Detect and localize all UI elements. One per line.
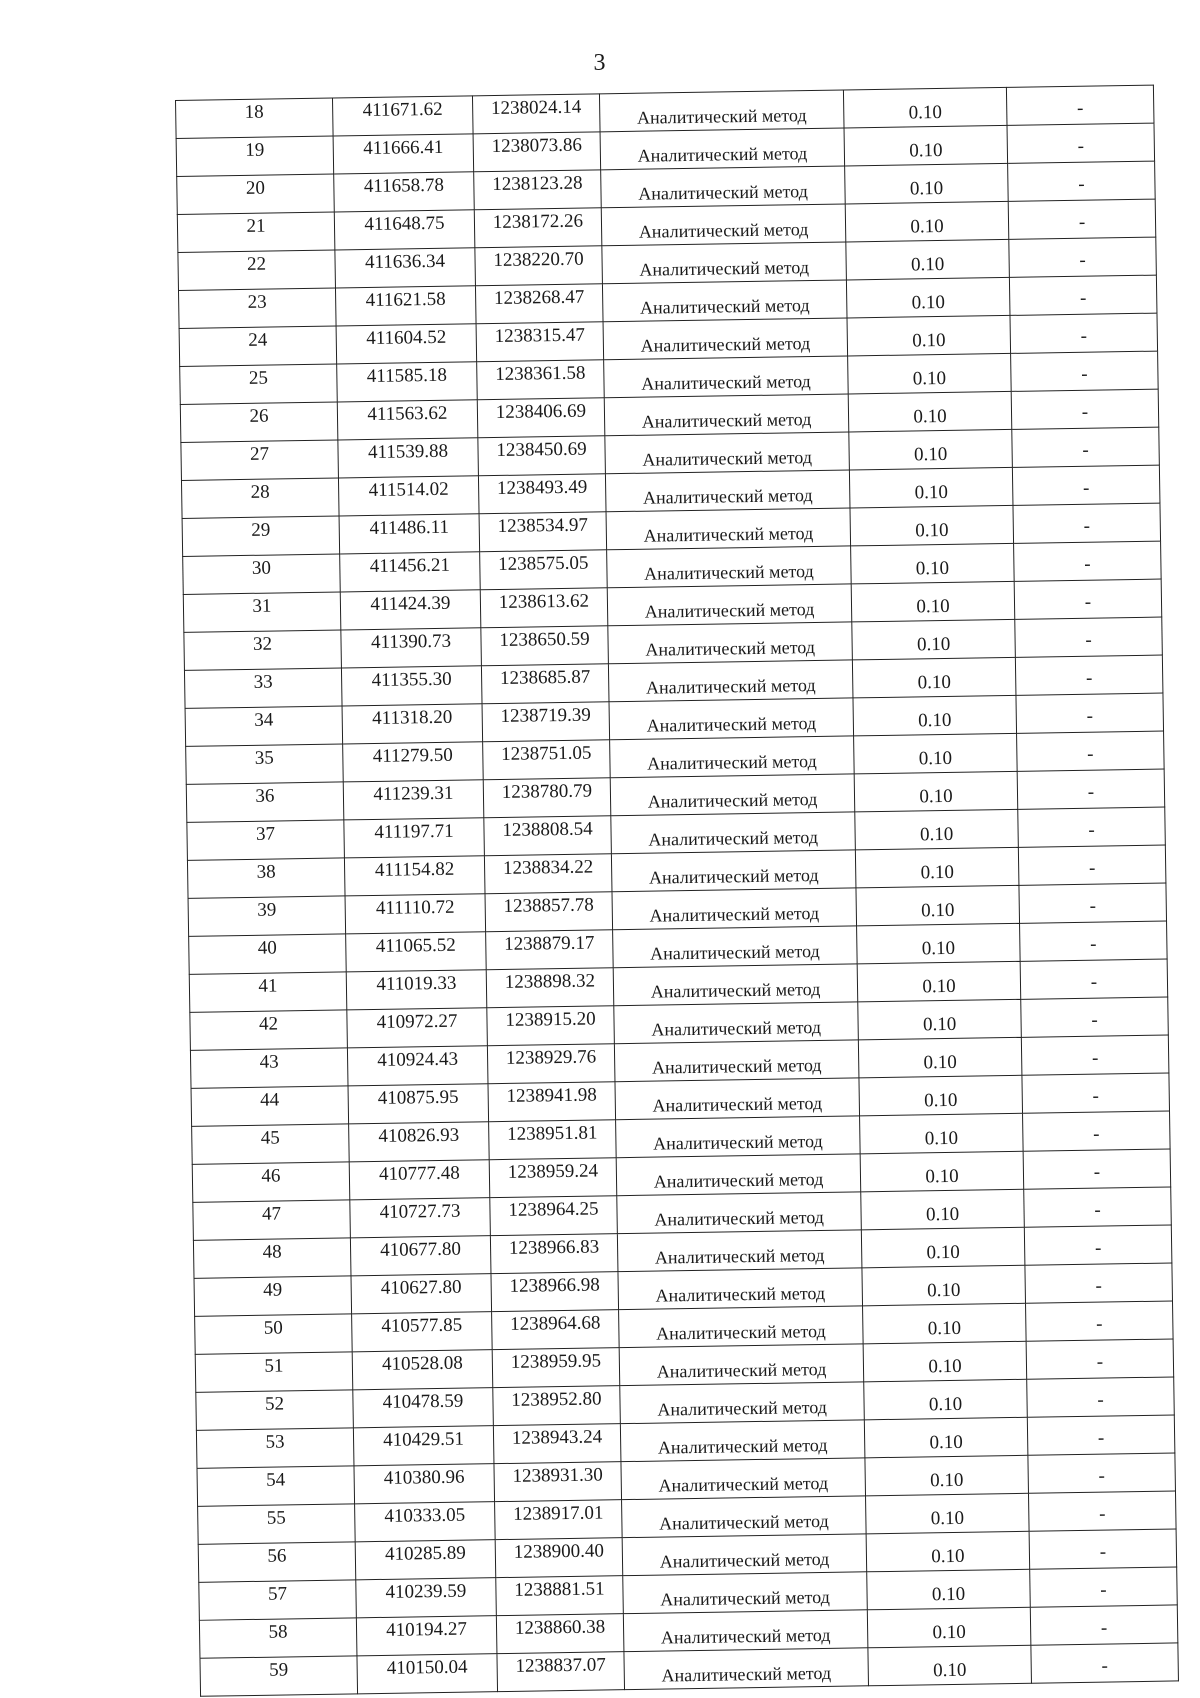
- method-cell: Аналитический метод: [611, 812, 856, 854]
- x-coordinate-cell: 411585.18: [337, 362, 478, 402]
- accuracy-cell: 0.10: [846, 277, 1010, 318]
- coordinates-table-body: [176, 85, 1179, 1696]
- point-number-cell: 51: [195, 1352, 353, 1392]
- y-coordinate-cell: 1238450.69: [478, 436, 606, 476]
- x-coordinate-cell: 411604.52: [336, 324, 477, 364]
- x-coordinate-cell: 410677.80: [350, 1236, 491, 1276]
- x-coordinate-cell: 410429.51: [353, 1426, 494, 1466]
- accuracy-cell: 0.10: [866, 1531, 1030, 1572]
- note-cell: -: [1022, 1073, 1170, 1113]
- method-cell: Аналитический метод: [620, 1420, 865, 1462]
- y-coordinate-cell: 1238959.24: [489, 1158, 617, 1198]
- point-number-cell: 22: [178, 250, 336, 290]
- method-cell: Аналитический метод: [607, 546, 852, 588]
- x-coordinate-cell: 411658.78: [334, 172, 475, 212]
- coordinates-table: [175, 85, 1179, 1697]
- note-cell: -: [1024, 1225, 1172, 1265]
- accuracy-cell: 0.10: [854, 733, 1018, 774]
- note-cell: -: [1019, 883, 1167, 923]
- method-cell: Аналитический метод: [602, 242, 847, 284]
- y-coordinate-cell: 1238959.95: [492, 1348, 620, 1388]
- note-cell: -: [1008, 199, 1156, 239]
- accuracy-cell: 0.10: [867, 1569, 1031, 1610]
- note-cell: -: [1030, 1567, 1178, 1607]
- method-cell: Аналитический метод: [608, 660, 853, 702]
- method-cell: Аналитический метод: [622, 1496, 867, 1538]
- accuracy-cell: 0.10: [852, 657, 1016, 698]
- method-cell: Аналитический метод: [619, 1306, 864, 1348]
- method-cell: Аналитический метод: [605, 470, 850, 512]
- x-coordinate-cell: 410333.05: [355, 1502, 496, 1542]
- point-number-cell: 26: [180, 402, 338, 442]
- point-number-cell: 58: [199, 1618, 357, 1658]
- method-cell: Аналитический метод: [616, 1154, 861, 1196]
- method-cell: Аналитический метод: [600, 128, 845, 170]
- point-number-cell: 36: [186, 782, 344, 822]
- y-coordinate-cell: 1238951.81: [489, 1120, 617, 1160]
- note-cell: -: [1030, 1605, 1178, 1645]
- accuracy-cell: 0.10: [844, 125, 1008, 166]
- point-number-cell: 23: [178, 288, 336, 328]
- point-number-cell: 33: [184, 668, 342, 708]
- x-coordinate-cell: 410150.04: [357, 1654, 498, 1694]
- note-cell: -: [1006, 85, 1154, 125]
- x-coordinate-cell: 411671.62: [332, 96, 473, 136]
- accuracy-cell: 0.10: [855, 809, 1019, 850]
- method-cell: Аналитический метод: [602, 280, 847, 322]
- y-coordinate-cell: 1238780.79: [483, 778, 611, 818]
- point-number-cell: 57: [199, 1580, 357, 1620]
- method-cell: Аналитический метод: [611, 850, 856, 892]
- method-cell: Аналитический метод: [608, 622, 853, 664]
- accuracy-cell: 0.10: [864, 1417, 1028, 1458]
- point-number-cell: 34: [185, 706, 343, 746]
- accuracy-cell: 0.10: [863, 1341, 1027, 1382]
- point-number-cell: 41: [189, 972, 347, 1012]
- y-coordinate-cell: 1238834.22: [484, 854, 612, 894]
- x-coordinate-cell: 411065.52: [346, 932, 487, 972]
- point-number-cell: 43: [190, 1048, 348, 1088]
- method-cell: Аналитический метод: [616, 1116, 861, 1158]
- point-number-cell: 31: [183, 592, 341, 632]
- method-cell: Аналитический метод: [615, 1078, 860, 1120]
- method-cell: Аналитический метод: [617, 1192, 862, 1234]
- point-number-cell: 27: [181, 440, 339, 480]
- x-coordinate-cell: 410528.08: [352, 1350, 493, 1390]
- point-number-cell: 45: [192, 1124, 350, 1164]
- y-coordinate-cell: 1238024.14: [472, 94, 600, 134]
- y-coordinate-cell: 1238685.87: [481, 664, 609, 704]
- note-cell: -: [1020, 959, 1168, 999]
- y-coordinate-cell: 1238966.98: [491, 1272, 619, 1312]
- note-cell: -: [1012, 465, 1160, 505]
- point-number-cell: 35: [186, 744, 344, 784]
- point-number-cell: 56: [198, 1542, 356, 1582]
- method-cell: Аналитический метод: [621, 1458, 866, 1500]
- y-coordinate-cell: 1238575.05: [480, 550, 608, 590]
- accuracy-cell: 0.10: [861, 1189, 1025, 1230]
- point-number-cell: 32: [184, 630, 342, 670]
- y-coordinate-cell: 1238929.76: [487, 1044, 615, 1084]
- point-number-cell: 29: [182, 516, 340, 556]
- x-coordinate-cell: 411110.72: [345, 894, 486, 934]
- point-number-cell: 55: [198, 1504, 356, 1544]
- method-cell: Аналитический метод: [601, 166, 846, 208]
- x-coordinate-cell: 411666.41: [333, 134, 474, 174]
- note-cell: -: [1015, 617, 1163, 657]
- method-cell: Аналитический метод: [623, 1572, 868, 1614]
- point-number-cell: 42: [190, 1010, 348, 1050]
- accuracy-cell: 0.10: [854, 771, 1018, 812]
- y-coordinate-cell: 1238964.68: [492, 1310, 620, 1350]
- method-cell: Аналитический метод: [613, 964, 858, 1006]
- method-cell: Аналитический метод: [622, 1534, 867, 1576]
- note-cell: -: [1009, 275, 1157, 315]
- note-cell: -: [1027, 1377, 1175, 1417]
- y-coordinate-cell: 1238915.20: [487, 1006, 615, 1046]
- point-number-cell: 59: [200, 1656, 358, 1696]
- note-cell: -: [1021, 997, 1169, 1037]
- method-cell: Аналитический метод: [605, 432, 850, 474]
- point-number-cell: 39: [188, 896, 346, 936]
- y-coordinate-cell: 1238857.78: [485, 892, 613, 932]
- method-cell: Аналитический метод: [623, 1610, 868, 1652]
- point-number-cell: 49: [194, 1276, 352, 1316]
- y-coordinate-cell: 1238172.26: [474, 208, 602, 248]
- x-coordinate-cell: 410875.95: [348, 1084, 489, 1124]
- y-coordinate-cell: 1238613.62: [480, 588, 608, 628]
- method-cell: Аналитический метод: [604, 394, 849, 436]
- y-coordinate-cell: 1238751.05: [483, 740, 611, 780]
- point-number-cell: 21: [177, 212, 335, 252]
- accuracy-cell: 0.10: [861, 1227, 1025, 1268]
- accuracy-cell: 0.10: [858, 999, 1022, 1040]
- y-coordinate-cell: 1238493.49: [478, 474, 606, 514]
- y-coordinate-cell: 1238406.69: [477, 398, 605, 438]
- x-coordinate-cell: 411197.71: [344, 818, 485, 858]
- point-number-cell: 30: [183, 554, 341, 594]
- note-cell: -: [1028, 1491, 1176, 1531]
- note-cell: -: [1018, 845, 1166, 885]
- x-coordinate-cell: 411390.73: [341, 628, 482, 668]
- x-coordinate-cell: 411355.30: [341, 666, 482, 706]
- x-coordinate-cell: 411318.20: [342, 704, 483, 744]
- note-cell: -: [1009, 237, 1157, 277]
- accuracy-cell: 0.10: [867, 1607, 1031, 1648]
- x-coordinate-cell: 410577.85: [352, 1312, 493, 1352]
- x-coordinate-cell: 410826.93: [349, 1122, 490, 1162]
- x-coordinate-cell: 410777.48: [349, 1160, 490, 1200]
- point-number-cell: 37: [187, 820, 345, 860]
- x-coordinate-cell: 410194.27: [356, 1616, 497, 1656]
- y-coordinate-cell: 1238952.80: [493, 1386, 621, 1426]
- point-number-cell: 54: [197, 1466, 355, 1506]
- note-cell: -: [1024, 1187, 1172, 1227]
- note-cell: -: [1010, 313, 1158, 353]
- accuracy-cell: 0.10: [866, 1493, 1030, 1534]
- point-number-cell: 46: [192, 1162, 350, 1202]
- note-cell: -: [1017, 731, 1165, 771]
- accuracy-cell: 0.10: [860, 1113, 1024, 1154]
- point-number-cell: 18: [176, 98, 334, 138]
- y-coordinate-cell: 1238123.28: [474, 170, 602, 210]
- note-cell: -: [1008, 161, 1156, 201]
- x-coordinate-cell: 411279.50: [343, 742, 484, 782]
- method-cell: Аналитический метод: [617, 1230, 862, 1272]
- y-coordinate-cell: 1238943.24: [493, 1424, 621, 1464]
- x-coordinate-cell: 410478.59: [353, 1388, 494, 1428]
- x-coordinate-cell: 411019.33: [346, 970, 487, 1010]
- accuracy-cell: 0.10: [849, 467, 1013, 508]
- accuracy-cell: 0.10: [858, 1037, 1022, 1078]
- x-coordinate-cell: 410924.43: [347, 1046, 488, 1086]
- method-cell: Аналитический метод: [601, 204, 846, 246]
- method-cell: Аналитический метод: [612, 888, 857, 930]
- y-coordinate-cell: 1238315.47: [476, 322, 604, 362]
- page-number: 3: [593, 50, 607, 76]
- accuracy-cell: 0.10: [856, 885, 1020, 926]
- accuracy-cell: 0.10: [846, 239, 1010, 280]
- y-coordinate-cell: 1238941.98: [488, 1082, 616, 1122]
- accuracy-cell: 0.10: [848, 391, 1012, 432]
- accuracy-cell: 0.10: [859, 1075, 1023, 1116]
- x-coordinate-cell: 411154.82: [344, 856, 485, 896]
- accuracy-cell: 0.10: [860, 1151, 1024, 1192]
- method-cell: Аналитический метод: [614, 1002, 859, 1044]
- note-cell: -: [1014, 541, 1162, 581]
- y-coordinate-cell: 1238220.70: [475, 246, 603, 286]
- method-cell: Аналитический метод: [610, 774, 855, 816]
- method-cell: Аналитический метод: [619, 1344, 864, 1386]
- note-cell: -: [1012, 427, 1160, 467]
- x-coordinate-cell: 411563.62: [337, 400, 478, 440]
- note-cell: -: [1011, 389, 1159, 429]
- accuracy-cell: 0.10: [862, 1265, 1026, 1306]
- note-cell: -: [1025, 1263, 1173, 1303]
- y-coordinate-cell: 1238719.39: [482, 702, 610, 742]
- y-coordinate-cell: 1238808.54: [484, 816, 612, 856]
- y-coordinate-cell: 1238534.97: [479, 512, 607, 552]
- method-cell: Аналитический метод: [618, 1268, 863, 1310]
- accuracy-cell: 0.10: [843, 87, 1007, 128]
- x-coordinate-cell: 410285.89: [355, 1540, 496, 1580]
- y-coordinate-cell: 1238964.25: [490, 1196, 618, 1236]
- y-coordinate-cell: 1238900.40: [495, 1538, 623, 1578]
- accuracy-cell: 0.10: [855, 847, 1019, 888]
- point-number-cell: 53: [196, 1428, 354, 1468]
- accuracy-cell: 0.10: [845, 201, 1009, 242]
- point-number-cell: 25: [180, 364, 338, 404]
- accuracy-cell: 0.10: [852, 619, 1016, 660]
- method-cell: Аналитический метод: [609, 698, 854, 740]
- note-cell: -: [1016, 693, 1164, 733]
- note-cell: -: [1018, 807, 1166, 847]
- point-number-cell: 20: [177, 174, 335, 214]
- note-cell: -: [1020, 921, 1168, 961]
- x-coordinate-cell: 410972.27: [347, 1008, 488, 1048]
- y-coordinate-cell: 1238931.30: [494, 1462, 622, 1502]
- x-coordinate-cell: 411514.02: [338, 476, 479, 516]
- x-coordinate-cell: 411636.34: [335, 248, 476, 288]
- method-cell: Аналитический метод: [613, 926, 858, 968]
- note-cell: -: [1023, 1111, 1171, 1151]
- note-cell: -: [1013, 503, 1161, 543]
- accuracy-cell: 0.10: [868, 1645, 1032, 1686]
- point-number-cell: 44: [191, 1086, 349, 1126]
- accuracy-cell: 0.10: [857, 961, 1021, 1002]
- note-cell: -: [1021, 1035, 1169, 1075]
- accuracy-cell: 0.10: [845, 163, 1009, 204]
- accuracy-cell: 0.10: [848, 353, 1012, 394]
- accuracy-cell: 0.10: [850, 505, 1014, 546]
- accuracy-cell: 0.10: [853, 695, 1017, 736]
- x-coordinate-cell: 411486.11: [339, 514, 480, 554]
- note-cell: -: [1026, 1301, 1174, 1341]
- point-number-cell: 38: [187, 858, 345, 898]
- y-coordinate-cell: 1238860.38: [496, 1614, 624, 1654]
- x-coordinate-cell: 411621.58: [335, 286, 476, 326]
- point-number-cell: 47: [193, 1200, 351, 1240]
- x-coordinate-cell: 410380.96: [354, 1464, 495, 1504]
- x-coordinate-cell: 411539.88: [338, 438, 479, 478]
- accuracy-cell: 0.10: [865, 1455, 1029, 1496]
- accuracy-cell: 0.10: [863, 1303, 1027, 1344]
- y-coordinate-cell: 1238917.01: [495, 1500, 623, 1540]
- method-cell: Аналитический метод: [606, 508, 851, 550]
- y-coordinate-cell: 1238881.51: [496, 1576, 624, 1616]
- accuracy-cell: 0.10: [864, 1379, 1028, 1420]
- method-cell: Аналитический метод: [610, 736, 855, 778]
- point-number-cell: 19: [176, 136, 334, 176]
- x-coordinate-cell: 411424.39: [340, 590, 481, 630]
- method-cell: Аналитический метод: [607, 584, 852, 626]
- method-cell: Аналитический метод: [614, 1040, 859, 1082]
- note-cell: -: [1027, 1415, 1175, 1455]
- y-coordinate-cell: 1238966.83: [490, 1234, 618, 1274]
- method-cell: Аналитический метод: [624, 1648, 869, 1690]
- y-coordinate-cell: 1238650.59: [481, 626, 609, 666]
- y-coordinate-cell: 1238361.58: [477, 360, 605, 400]
- note-cell: -: [1015, 655, 1163, 695]
- y-coordinate-cell: 1238073.86: [473, 132, 601, 172]
- method-cell: Аналитический метод: [599, 90, 844, 132]
- point-number-cell: 28: [181, 478, 339, 518]
- x-coordinate-cell: 411648.75: [334, 210, 475, 250]
- x-coordinate-cell: 411239.31: [343, 780, 484, 820]
- note-cell: -: [1023, 1149, 1171, 1189]
- note-cell: -: [1029, 1529, 1177, 1569]
- accuracy-cell: 0.10: [851, 581, 1015, 622]
- note-cell: -: [1014, 579, 1162, 619]
- point-number-cell: 40: [189, 934, 347, 974]
- accuracy-cell: 0.10: [847, 315, 1011, 356]
- accuracy-cell: 0.10: [849, 429, 1013, 470]
- x-coordinate-cell: 410239.59: [356, 1578, 497, 1618]
- y-coordinate-cell: 1238879.17: [486, 930, 614, 970]
- note-cell: -: [1011, 351, 1159, 391]
- point-number-cell: 24: [179, 326, 337, 366]
- x-coordinate-cell: 410627.80: [351, 1274, 492, 1314]
- y-coordinate-cell: 1238898.32: [486, 968, 614, 1008]
- method-cell: Аналитический метод: [603, 318, 848, 360]
- method-cell: Аналитический метод: [620, 1382, 865, 1424]
- note-cell: -: [1017, 769, 1165, 809]
- method-cell: Аналитический метод: [604, 356, 849, 398]
- note-cell: -: [1026, 1339, 1174, 1379]
- point-number-cell: 50: [195, 1314, 353, 1354]
- note-cell: -: [1031, 1643, 1179, 1683]
- point-number-cell: 52: [196, 1390, 354, 1430]
- point-number-cell: 48: [193, 1238, 351, 1278]
- y-coordinate-cell: 1238837.07: [497, 1652, 625, 1692]
- note-cell: -: [1028, 1453, 1176, 1493]
- accuracy-cell: 0.10: [851, 543, 1015, 584]
- note-cell: -: [1007, 123, 1155, 163]
- x-coordinate-cell: 410727.73: [350, 1198, 491, 1238]
- accuracy-cell: 0.10: [857, 923, 1021, 964]
- x-coordinate-cell: 411456.21: [340, 552, 481, 592]
- y-coordinate-cell: 1238268.47: [475, 284, 603, 324]
